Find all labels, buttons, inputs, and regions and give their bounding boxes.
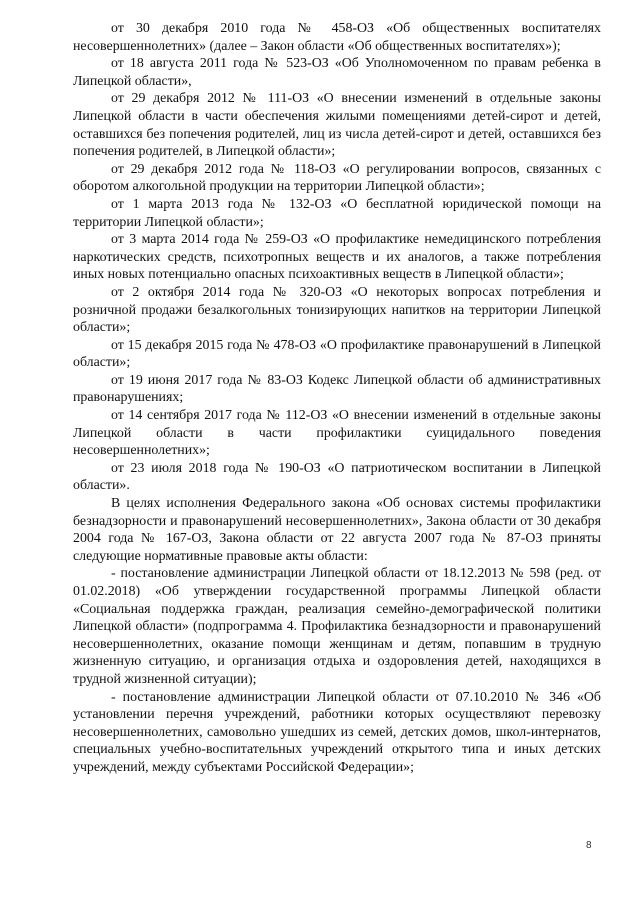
resolution-item-598: - постановление администрации Липецкой области от 18.12.2013 № 598 (ред. от 01.02.2018) «Об утверждении государственной программы Липецкой области «Социальная поддержка граждан, реализация семейно-демографической политики Липецкой области» (подпрограмма 4. Профилактика безнадзорности и правонарушений несовершеннолетних, оказание помощи женщинам и детям, попавшим в трудную жизненную ситуацию, и организация отдыха и оздоровления детей, находящихся в трудной жизненной ситуации); — [73, 566, 601, 687]
law-item-112: от 14 сентября 2017 года № 112-ОЗ «О внесении изменений в отдельные законы Липецкой области в части профилактики суицидального поведения несовершеннолетних»; — [73, 408, 601, 459]
law-item-478: от 15 декабря 2015 года № 478-ОЗ «О профилактике правонарушений в Липецкой области»; — [73, 337, 601, 371]
law-item-259: от 3 марта 2014 года № 259-ОЗ «О профилактике немедицинского потребления наркотических средств, психотропных веществ и их аналогов, а также потребления иных новых потенциально опасных психоактивных веществ в Липецкой области»; — [73, 232, 601, 283]
law-item-118: от 29 декабря 2012 года № 118-ОЗ «О регулировании вопросов, связанных с оборотом алкогольной продукции на территории Липецкой области»; — [73, 161, 601, 195]
document-body — [73, 20, 601, 777]
law-item-523: от 18 августа 2011 года № 523-ОЗ «Об Уполномоченном по правам ребенка в Липецкой области», — [73, 56, 601, 89]
resolution-item-346: - постановление администрации Липецкой области от 07.10.2010 № 346 «Об установлении перечня учреждений, работники которых осуществляют перевозку несовершеннолетних, самовольно ушедших из семей, детских домов, школ-интернатов, специальных учебно-воспитательных учреждений открытого типа и иных детских учреждений, между субъектами Российской Федерации»; — [73, 689, 601, 775]
law-item-320: от 2 октября 2014 года № 320-ОЗ «О некоторых вопросах потребления и розничной продажи безалкогольных тонизирующих напитков на территории Липецкой области»; — [73, 284, 601, 336]
law-item-458: от 30 декабря 2010 года № 458-ОЗ «Об общественных воспитателях несовершеннолетних» (далее – Закон области «Об общественных воспитателях»); — [73, 21, 601, 54]
law-item-111: от 29 декабря 2012 № 111-ОЗ «О внесении изменений в отдельные законы Липецкой области в части обеспечения жилыми помещениями детей-сирот и детей, оставшихся без попечения родителей, лиц из числа детей-сирот и детей, оставшихся без попечения родителей, в Липецкой области»; — [73, 91, 601, 160]
law-item-132: от 1 марта 2013 года № 132-ОЗ «О бесплатной юридической помощи на территории Липецкой области»; — [73, 196, 601, 230]
law-item-83: от 19 июня 2017 года № 83-ОЗ Кодекс Липецкой области об административных правонарушениях; — [73, 372, 601, 406]
page-number: 8 — [586, 840, 592, 851]
intro-paragraph: В целях исполнения Федерального закона «Об основах системы профилактики безнадзорности и правонарушений несовершеннолетних», Закона области от 30 декабря 2004 года № 167-ОЗ, Закона области от 22 августа 2007 года № 87-ОЗ приняты следующие нормативные правовые акты области: — [73, 496, 601, 564]
law-item-190: от 23 июля 2018 года № 190-ОЗ «О патриотическом воспитании в Липецкой области». — [73, 460, 601, 494]
